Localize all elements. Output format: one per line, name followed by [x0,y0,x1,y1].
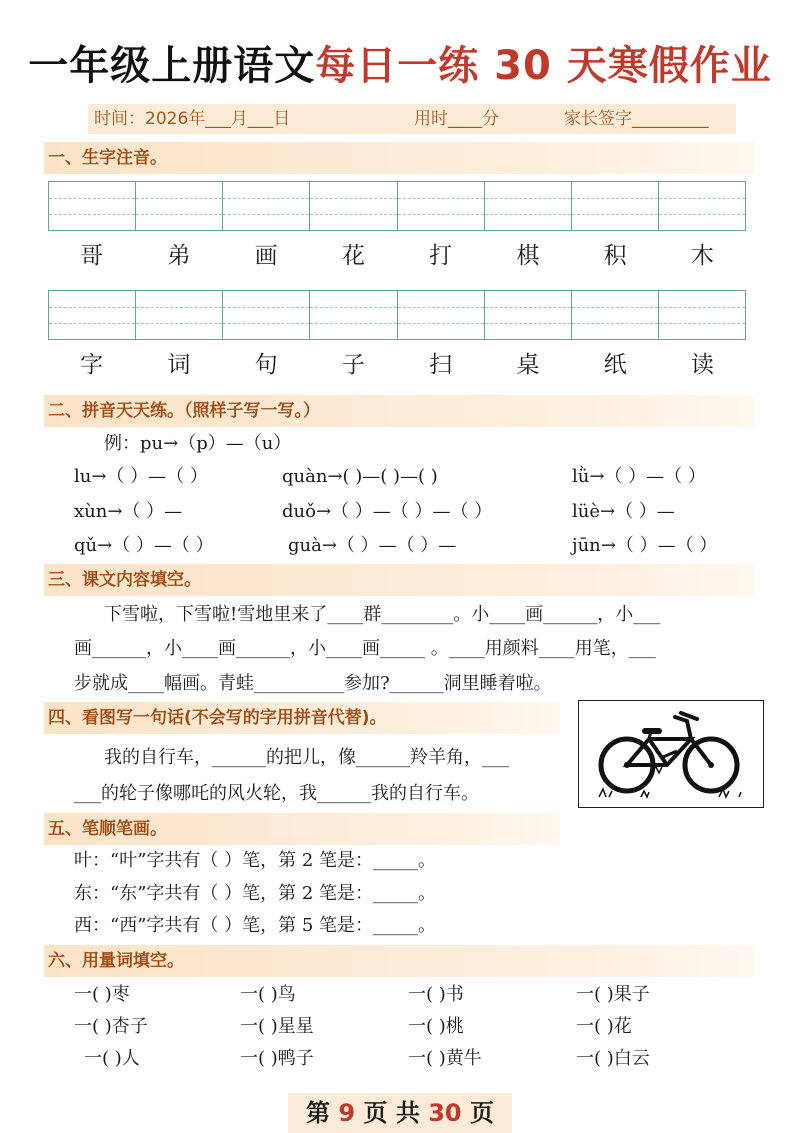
char: 弟 [167,243,191,269]
measure-item[interactable]: 一( )果子 [576,984,650,1005]
measure-item[interactable]: 一( )星星 [240,1016,314,1037]
grid-cell[interactable] [310,291,397,339]
date-field[interactable]: 时间：2026年___月___日 [94,109,291,129]
pinyin-item[interactable]: quàn→( )—( )—( ) [282,466,438,487]
grid-cell[interactable] [398,182,485,230]
stroke-question[interactable]: 东：“东”字共有（ ）笔，第 2 笔是：_____。 [74,883,437,904]
measure-item[interactable]: 一( )书 [408,984,464,1005]
stroke-question[interactable]: 西：“西”字共有（ ）笔，第 5 笔是：_____。 [74,915,437,936]
grid-cell[interactable] [485,291,572,339]
page-pre: 第 [306,1099,339,1127]
grid-cell[interactable] [485,182,572,230]
page-post: 页 [461,1099,494,1127]
section-header-2: 二、拼音天天练。（照样子写一写。） [44,395,754,427]
measure-item[interactable]: 一( )鸟 [240,984,296,1005]
char: 木 [690,243,714,269]
duration-field[interactable]: 用时____分 [414,109,499,129]
char: 打 [429,243,453,269]
pinyin-item[interactable]: xùn→（ ）— [74,501,183,522]
char: 句 [254,352,278,378]
char: 子 [341,352,365,378]
grid-cell[interactable] [136,182,223,230]
fill-line[interactable]: 步就成____幅画。青蛙__________参加?______洞里睡着啦。 [74,673,552,694]
bicycle-icon [579,701,762,806]
pinyin-item[interactable]: guà→（ ）—（ ）— [288,535,457,556]
measure-item[interactable]: 一( )鸭子 [240,1048,314,1069]
measure-item[interactable]: 一( )白云 [576,1048,650,1069]
char: 积 [603,243,627,269]
page-title [0,40,800,92]
fill-line[interactable]: 画______，小____画______，小____画_____ 。____用颜料____用笔，___ [74,638,656,659]
pinyin-grid-2[interactable] [48,290,746,340]
grid-cell[interactable] [136,291,223,339]
char: 棋 [516,243,540,269]
signature-field[interactable]: 家长签字_________ [564,109,709,129]
measure-item[interactable]: 一( )桃 [408,1016,464,1037]
page-mid: 页 共 [355,1099,429,1127]
section-header-6: 六、用量词填空。 [44,945,754,977]
grid-cell[interactable] [310,182,397,230]
char: 桌 [516,352,540,378]
sentence-line[interactable]: ___的轮子像哪吒的风火轮，我______我的自行车。 [74,783,479,804]
char: 字 [80,352,104,378]
char: 词 [167,352,191,378]
title-part2: 每日一练 30 天寒假作业 [315,43,772,89]
total-pages: 30 [428,1099,462,1127]
grid-cell[interactable] [398,291,485,339]
pinyin-item[interactable]: qǔ→（ ）—（ ） [74,535,214,556]
section-header-4: 四、看图写一句话(不会写的字用拼音代替)。 [44,702,560,734]
char: 读 [690,352,714,378]
grid-cell[interactable] [572,182,659,230]
grid-cell[interactable] [659,291,745,339]
page-indicator [288,1093,512,1133]
pinyin-item[interactable]: lu→（ ）—（ ） [74,466,208,487]
char: 扫 [429,352,453,378]
section-header-3: 三、课文内容填空。 [44,564,754,596]
current-page: 9 [338,1099,356,1127]
grid-cell[interactable] [572,291,659,339]
char: 画 [254,243,278,269]
char: 花 [341,243,365,269]
pinyin-item[interactable]: lüè→（ ）— [572,501,675,522]
sentence-line[interactable]: 我的自行车，______的把儿，像______羚羊角，___ [104,747,509,768]
char-row-1 [48,236,746,276]
pinyin-item[interactable]: lǜ→（ ）—（ ） [572,466,706,487]
bicycle-picture [578,700,764,808]
measure-item[interactable]: 一( )枣 [74,984,130,1005]
char: 哥 [80,243,104,269]
measure-item[interactable]: 一( )花 [576,1016,632,1037]
grid-cell[interactable] [659,182,745,230]
grid-cell[interactable] [223,182,310,230]
grid-cell[interactable] [49,182,136,230]
char: 纸 [603,352,627,378]
pinyin-item[interactable]: duǒ→（ ）—（ ）—（ ） [282,501,493,522]
pinyin-example: 例：pu→（p）—（u） [104,433,292,454]
section-header-5: 五、笔顺笔画。 [44,813,560,845]
grid-cell[interactable] [223,291,310,339]
pinyin-grid-1[interactable] [48,181,746,231]
fill-line[interactable]: 下雪啦，下雪啦!雪地里来了____群________。小____画______，小___ [104,604,661,625]
stroke-question[interactable]: 叶：“叶”字共有（ ）笔，第 2 笔是：_____。 [74,850,437,871]
measure-item[interactable]: 一( )杏子 [74,1016,148,1037]
pinyin-item[interactable]: jūn→（ ）—（ ） [572,535,718,556]
section-header-1: 一、生字注音。 [44,142,754,174]
grid-cell[interactable] [49,291,136,339]
char-row-2 [48,345,746,385]
info-bar [88,104,736,134]
measure-item[interactable]: 一( )人 [84,1048,140,1069]
measure-item[interactable]: 一( )黄牛 [408,1048,482,1069]
title-part1: 一年级上册语文 [28,43,316,89]
